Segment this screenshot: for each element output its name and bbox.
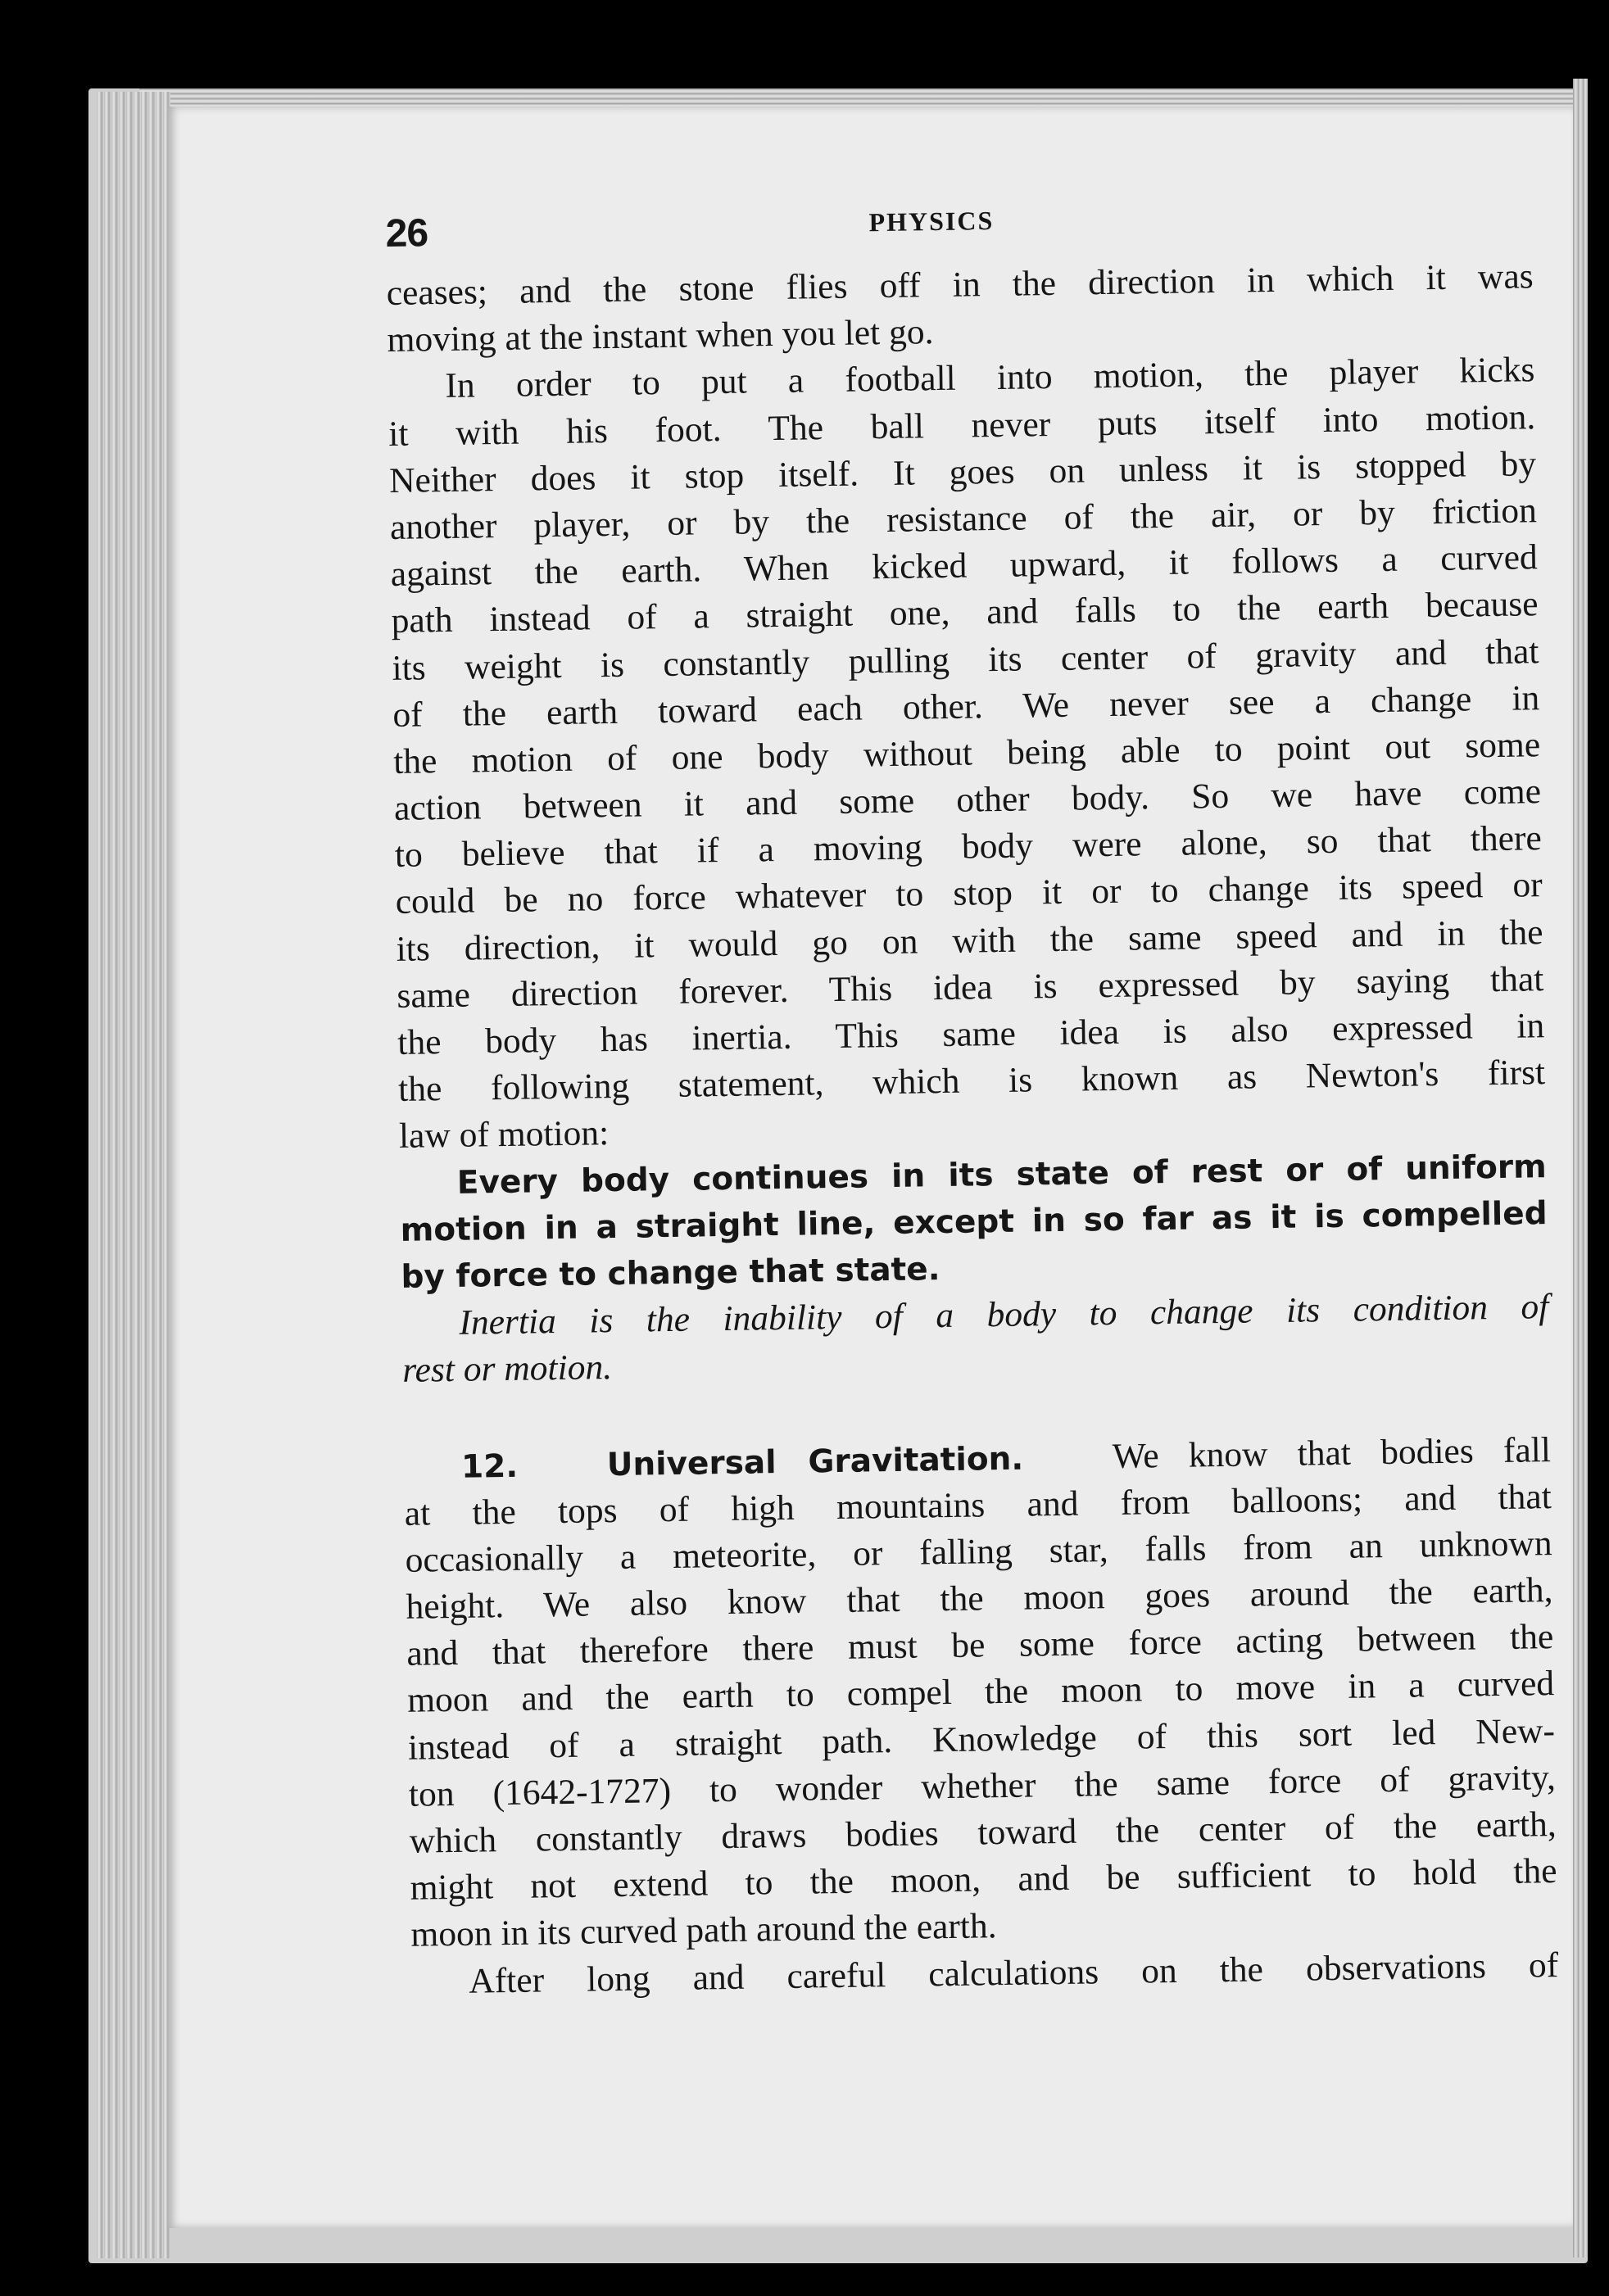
section-title: Universal Gravitation. <box>606 1440 1024 1483</box>
text-line: action between it and some other body. So we have come <box>393 772 1542 828</box>
text-line: the following statement, which is known as Newton's first <box>397 1053 1546 1110</box>
text-line: moving at the instant when you let go. <box>387 312 934 360</box>
page-top-edge <box>139 88 1581 108</box>
inertia-definition <box>401 1284 1550 1394</box>
text-line: ton (1642-1727) to wonder whether the same force of gravity, <box>408 1757 1557 1814</box>
text-line: and that therefore there must be some force acting between the <box>406 1617 1554 1674</box>
text-line: the motion of one body without being able to point out some <box>392 725 1541 781</box>
text-line: law of motion: <box>398 1113 610 1157</box>
text-line: ceases; and the stone flies off in the direction in which it was <box>386 256 1534 313</box>
text-line: its weight is constantly pulling its center of gravity and that <box>392 631 1539 688</box>
text-line: against the earth. When kicked upward, it follows a curved <box>390 537 1539 595</box>
text-line: instead of a straight path. Knowledge of this sort led New- <box>407 1710 1556 1768</box>
page-stack-left <box>97 92 170 2258</box>
page-number: 26 <box>385 211 428 256</box>
text-line: the body has inertia. This same idea is also expressed in <box>397 1006 1545 1062</box>
text-line: to believe that if a moving body were alone, so that there <box>394 818 1543 876</box>
section-number: 12. <box>460 1447 519 1486</box>
paragraph-football <box>388 347 1546 1161</box>
text-line: same direction forever. This idea is expressed by saying that <box>397 958 1544 1016</box>
text-line: path instead of a straight one, and falls to the earth because <box>391 584 1539 641</box>
newtons-first-law <box>399 1143 1548 1301</box>
text-line: its direction, it would go on with the same speed and in the <box>396 912 1543 969</box>
text-line: Neither does it stop itself. It goes on unless it is stopped by <box>388 443 1537 500</box>
law-line: Every body continues in its state of rest or of uniform <box>456 1148 1548 1202</box>
italic-line: Inertia is the inability of a body to change its condition of <box>459 1287 1549 1343</box>
text-line: In order to put a football into motion, the player kicks <box>445 350 1535 406</box>
text-line: which constantly draws bodies toward the center of the earth, <box>409 1805 1557 1861</box>
text-line: another player, or by the resistance of the air, or by friction <box>389 491 1538 547</box>
text-line: it with his foot. The ball never puts itself into motion. <box>388 396 1536 454</box>
page-content <box>385 179 1559 2005</box>
italic-line: rest or motion. <box>401 1347 613 1391</box>
section-universal-gravitation <box>404 1427 1558 1959</box>
law-line: by force to change that state. <box>401 1251 940 1296</box>
section-first-line-text: We know that bodies fall <box>1112 1429 1552 1476</box>
text-line: at the tops of high mountains and from balloons; and that <box>404 1476 1552 1533</box>
text-line: of the earth toward each other. We never see a change in <box>392 677 1540 735</box>
text-line: moon in its curved path around the earth. <box>410 1906 997 1955</box>
text-line: occasionally a meteorite, or falling star, falls from an unknown <box>405 1523 1552 1580</box>
law-line: motion in a straight line, except in so far as it is compelled <box>400 1194 1548 1249</box>
text-line: After long and careful calculations on the observations of <box>468 1945 1559 2001</box>
text-line: might not extend to the moon, and be sufficient to hold the <box>410 1851 1557 1908</box>
paragraph-continued <box>386 253 1534 364</box>
page-stack-right <box>1573 79 1588 2258</box>
running-head: PHYSICS <box>868 205 995 238</box>
text-line: moon and the earth to compel the moon to move in a curved <box>406 1664 1555 1721</box>
text-line: height. We also know that the moon goes around the earth, <box>406 1570 1553 1627</box>
text-line: could be no force whatever to stop it or to change its speed or <box>395 865 1543 922</box>
